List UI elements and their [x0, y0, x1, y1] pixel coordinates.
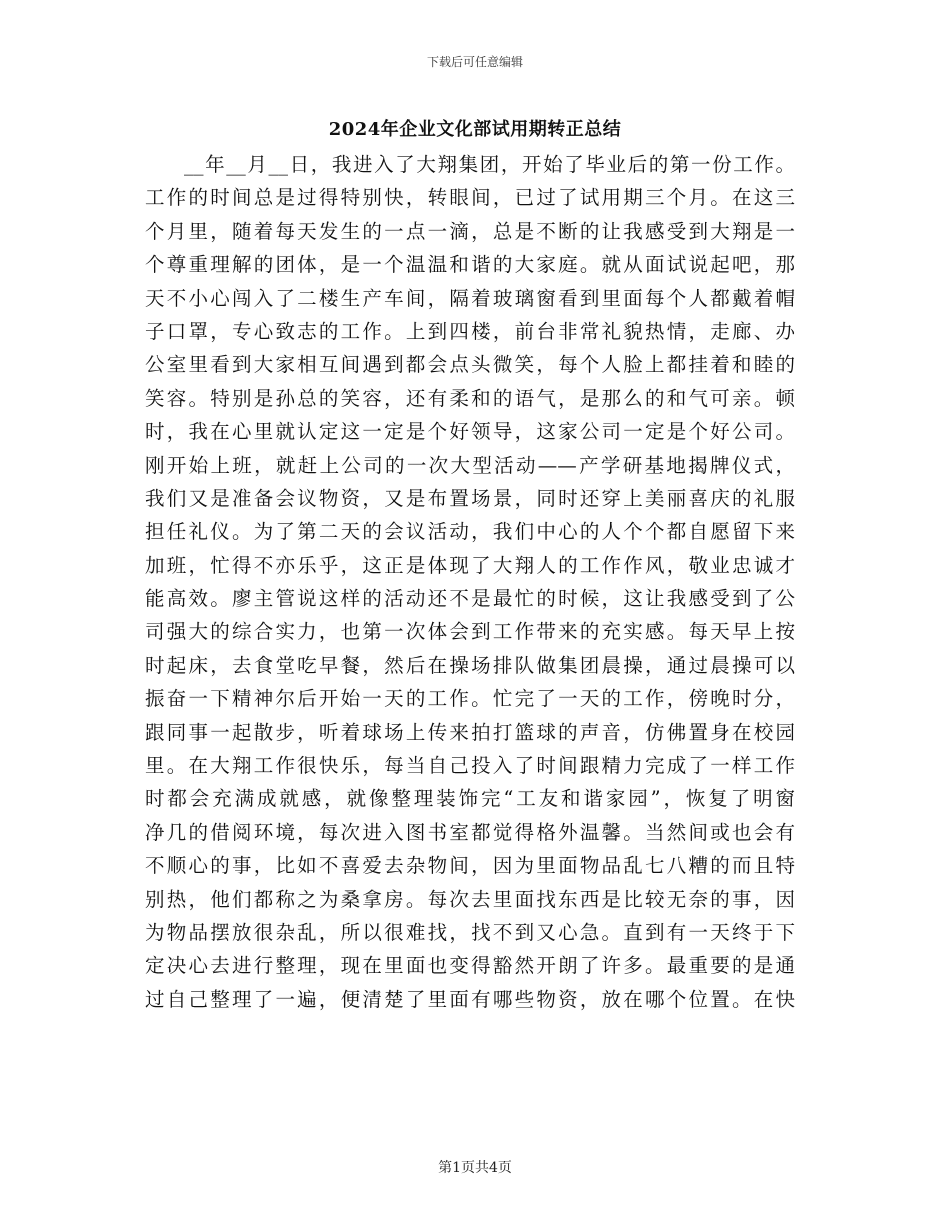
paragraph-line: 笑容。特别是孙总的笑容，还有柔和的语气，是那么的和气可亲。顿 — [145, 386, 795, 410]
paragraph-line: 公室里看到大家相互间遇到都会点头微笑，每个人脸上都挂着和睦的 — [145, 353, 795, 377]
paragraph-line: 时，我在心里就认定这一定是个好领导，这家公司一定是个好公司。 — [145, 420, 795, 444]
document-title: 2024年企业文化部试用期转正总结 — [328, 119, 622, 140]
paragraph-line: 过自己整理了一遍，便清楚了里面有哪些物资，放在哪个位置。在快 — [145, 987, 795, 1011]
paragraph-line: 子口罩，专心致志的工作。上到四楼，前台非常礼貌热情，走廊、办 — [145, 319, 795, 343]
paragraph-line: 定决心去进行整理，现在里面也变得豁然开朗了许多。最重要的是通 — [145, 954, 795, 978]
paragraph-line: 不顺心的事，比如不喜爱去杂物间，因为里面物品乱七八糟的而且特 — [145, 854, 795, 878]
paragraph-line: 别热，他们都称之为桑拿房。每次去里面找东西是比较无奈的事，因 — [145, 887, 795, 911]
paragraph-line: 刚开始上班，就赶上公司的一次大型活动——产学研基地揭牌仪式， — [145, 453, 795, 477]
paragraph-line: 净几的借阅环境，每次进入图书室都觉得格外温馨。当然间或也会有 — [145, 820, 795, 844]
paragraph-line: 司强大的综合实力，也第一次体会到工作带来的充实感。每天早上按 — [145, 620, 795, 644]
paragraph-line: 个尊重理解的团体，是一个温温和谐的大家庭。就从面试说起吧，那 — [145, 253, 795, 277]
paragraph-line: 时起床，去食堂吃早餐，然后在操场排队做集团晨操，通过晨操可以 — [145, 653, 795, 677]
document-body — [145, 148, 795, 1016]
page-footer: 第1页共4页 — [438, 1160, 512, 1176]
header-note: 下载后可任意编辑 — [426, 55, 523, 69]
paragraph-line: 能高效。廖主管说这样的活动还不是最忙的时候，这让我感受到了公 — [145, 587, 795, 611]
paragraph-line: 加班，忙得不亦乐乎，这正是体现了大翔人的工作作风，敬业忠诚才 — [145, 553, 795, 577]
paragraph-line: __年__月__日，我进入了大翔集团，开始了毕业后的第一份工作。 — [184, 153, 795, 176]
paragraph-line: 时都会充满成就感，就像整理装饰完“工友和谐家园”，恢复了明窗 — [145, 787, 795, 811]
paragraph-line: 我们又是准备会议物资，又是布置场景，同时还穿上美丽喜庆的礼服 — [145, 486, 795, 510]
paragraph-line: 工作的时间总是过得特别快，转眼间，已过了试用期三个月。在这三 — [145, 186, 795, 210]
paragraph-line: 跟同事一起散步，听着球场上传来拍打篮球的声音，仿佛置身在校园 — [145, 720, 795, 744]
paragraph-line: 为物品摆放很杂乱，所以很难找，找不到又心急。直到有一天终于下 — [145, 920, 795, 944]
paragraph-line: 担任礼仪。为了第二天的会议活动，我们中心的人个个都自愿留下来 — [145, 520, 795, 544]
paragraph-line: 个月里，随着每天发生的一点一滴，总是不断的让我感受到大翔是一 — [145, 219, 795, 243]
paragraph-line: 天不小心闯入了二楼生产车间，隔着玻璃窗看到里面每个人都戴着帽 — [145, 286, 795, 310]
paragraph-line: 振奋一下精神尔后开始一天的工作。忙完了一天的工作，傍晚时分， — [145, 687, 795, 711]
paragraph-line: 里。在大翔工作很快乐，每当自己投入了时间跟精力完成了一样工作 — [145, 754, 795, 778]
